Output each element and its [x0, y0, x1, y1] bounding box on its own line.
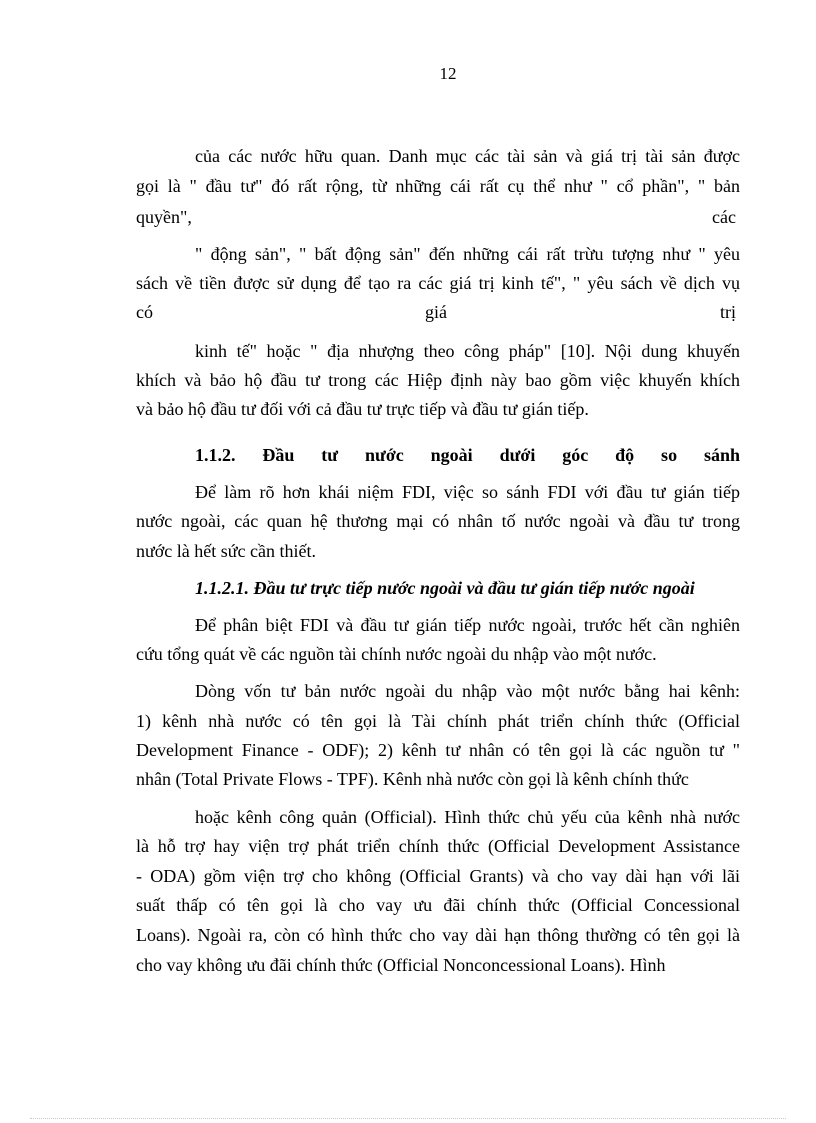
text-line: của các nước hữu quan. Danh mục các tài sản và giá trị tài sản được: [195, 146, 740, 166]
text-line: " động sản", " bất động sản" đến những cái rất trừu tượng như " yêu: [195, 244, 740, 264]
text-line: Development Finance - ODF); 2) kênh tư nhân có tên gọi là các nguồn tư ": [136, 740, 740, 760]
text-line: Để làm rõ hơn khái niệm FDI, việc so sánh FDI với đầu tư gián tiếp: [195, 482, 740, 502]
page-number: 12: [439, 64, 457, 83]
text-line: - ODA) gồm viện trợ cho không (Official Grants) và cho vay dài hạn với lãi: [136, 866, 740, 886]
text-line: Dòng vốn tư bản nước ngoài du nhập vào một nước bằng hai kênh:: [195, 681, 740, 701]
text-line: kinh tế" hoặc " địa nhượng theo công pháp" [10]. Nội dung khuyến: [195, 341, 740, 361]
section-heading: 1.1.2. Đầu tư nước ngoài dưới góc độ so sánh: [195, 445, 740, 465]
subsection-heading: 1.1.2.1. Đầu tư trực tiếp nước ngoài và đầu tư gián tiếp nước ngoài: [195, 578, 695, 598]
text-line: gọi là " đầu tư" đó rất rộng, từ những cái rất cụ thể như " cổ phần", " bản: [136, 176, 740, 196]
text-line: quyền",: [136, 207, 192, 227]
text-line: giá: [425, 302, 447, 322]
text-line: suất thấp có tên gọi là cho vay ưu đãi chính thức (Official Concessional: [136, 895, 740, 915]
text-line: cho vay không ưu đãi chính thức (Official Nonconcessional Loans). Hình: [136, 955, 666, 975]
text-line: khích và bảo hộ đầu tư trong các Hiệp định này bao gồm việc khuyến khích: [136, 370, 740, 390]
text-line: có: [136, 302, 153, 322]
text-line: nước ngoài, các quan hệ thương mại có nhân tố nước ngoài và đầu tư trong: [136, 511, 740, 531]
text-line: Để phân biệt FDI và đầu tư gián tiếp nước ngoài, trước hết cần nghiên: [195, 615, 740, 635]
text-line: các: [712, 207, 736, 227]
text-line: hoặc kênh công quản (Official). Hình thức chủ yếu của kênh nhà nước: [195, 807, 740, 827]
text-line: là hỗ trợ hay viện trợ phát triển chính thức (Official Development Assistance: [136, 836, 740, 856]
text-line: và bảo hộ đầu tư đối với cả đầu tư trực tiếp và đầu tư gián tiếp.: [136, 399, 589, 419]
text-line: trị: [720, 302, 736, 322]
text-line: sách về tiền được sử dụng để tạo ra các giá trị kinh tế", " yêu sách về dịch vụ: [136, 273, 740, 293]
text-line: cứu tổng quát về các nguồn tài chính nước ngoài du nhập vào một nước.: [136, 644, 657, 664]
text-line: nhân (Total Private Flows - TPF). Kênh nhà nước còn gọi là kênh chính thức: [136, 769, 689, 789]
text-line: Loans). Ngoài ra, còn có hình thức cho vay dài hạn thông thường có tên gọi là: [136, 925, 740, 945]
text-line: nước là hết sức cần thiết.: [136, 541, 316, 561]
page-footer-divider: [30, 1118, 786, 1119]
text-line: 1) kênh nhà nước có tên gọi là Tài chính phát triển chính thức (Official: [136, 711, 740, 731]
